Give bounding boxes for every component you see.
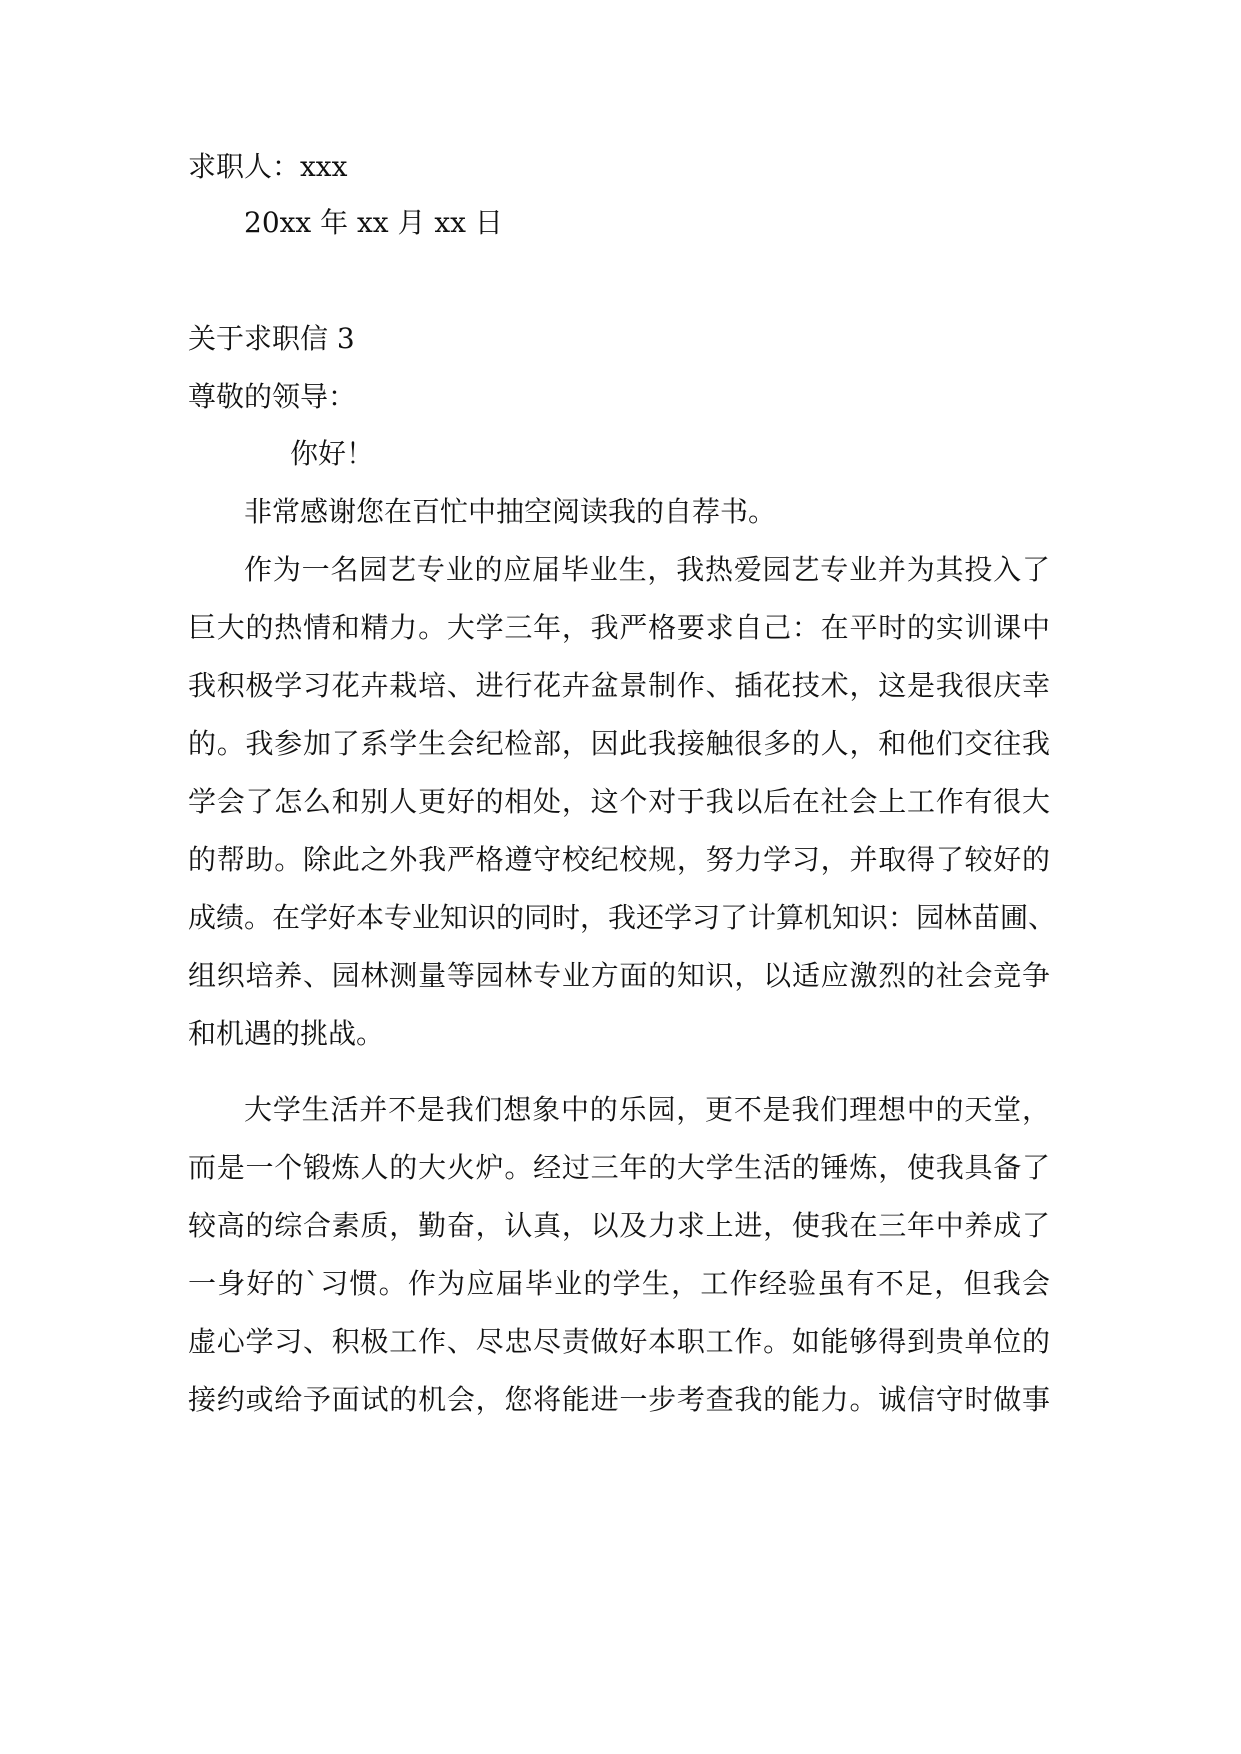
paragraph1-line: 我积极学习花卉栽培、进行花卉盆景制作、插花技术，这是我很庆幸 bbox=[188, 669, 1050, 702]
paragraph2-line: 而是一个锻炼人的大火炉。经过三年的大学生活的锤炼，使我具备了 bbox=[188, 1151, 1050, 1184]
applicant-line: 求职人：xxx bbox=[188, 150, 348, 183]
paragraph1-line: 的帮助。除此之外我严格遵守校纪校规，努力学习，并取得了较好的 bbox=[188, 843, 1050, 876]
paragraph1-line: 学会了怎么和别人更好的相处，这个对于我以后在社会上工作有很大 bbox=[188, 785, 1050, 818]
paragraph1-line: 和机遇的挑战。 bbox=[188, 1017, 385, 1050]
paragraph2-line: 一身好的`习惯。作为应届毕业的学生，工作经验虽有不足，但我会 bbox=[188, 1267, 1050, 1300]
paragraph1-line: 组织培养、园林测量等园林专业方面的知识，以适应激烈的社会竞争 bbox=[188, 959, 1050, 992]
paragraph2-line: 虚心学习、积极工作、尽忠尽责做好本职工作。如能够得到贵单位的 bbox=[188, 1325, 1050, 1358]
date-line: 20xx 年 xx 月 xx 日 bbox=[244, 206, 503, 239]
thanks-line: 非常感谢您在百忙中抽空阅读我的自荐书。 bbox=[244, 495, 777, 528]
paragraph1-line: 的。我参加了系学生会纪检部，因此我接触很多的人，和他们交往我 bbox=[188, 727, 1050, 760]
salutation: 尊敬的领导： bbox=[188, 380, 357, 413]
letter-title: 关于求职信 3 bbox=[188, 322, 355, 355]
paragraph2-line: 接约或给予面试的机会，您将能进一步考查我的能力。诚信守时做事 bbox=[188, 1383, 1050, 1416]
paragraph2-line: 大学生活并不是我们想象中的乐园，更不是我们理想中的天堂， bbox=[244, 1093, 1050, 1126]
greeting: 你好！ bbox=[290, 437, 375, 470]
paragraph1-line: 作为一名园艺专业的应届毕业生，我热爱园艺专业并为其投入了 bbox=[244, 553, 1050, 586]
paragraph1-line: 巨大的热情和精力。大学三年，我严格要求自己：在平时的实训课中 bbox=[188, 611, 1050, 644]
paragraph1-line: 成绩。在学好本专业知识的同时，我还学习了计算机知识：园林苗圃、 bbox=[188, 901, 1057, 934]
paragraph2-line: 较高的综合素质，勤奋，认真，以及力求上进，使我在三年中养成了 bbox=[188, 1209, 1050, 1242]
